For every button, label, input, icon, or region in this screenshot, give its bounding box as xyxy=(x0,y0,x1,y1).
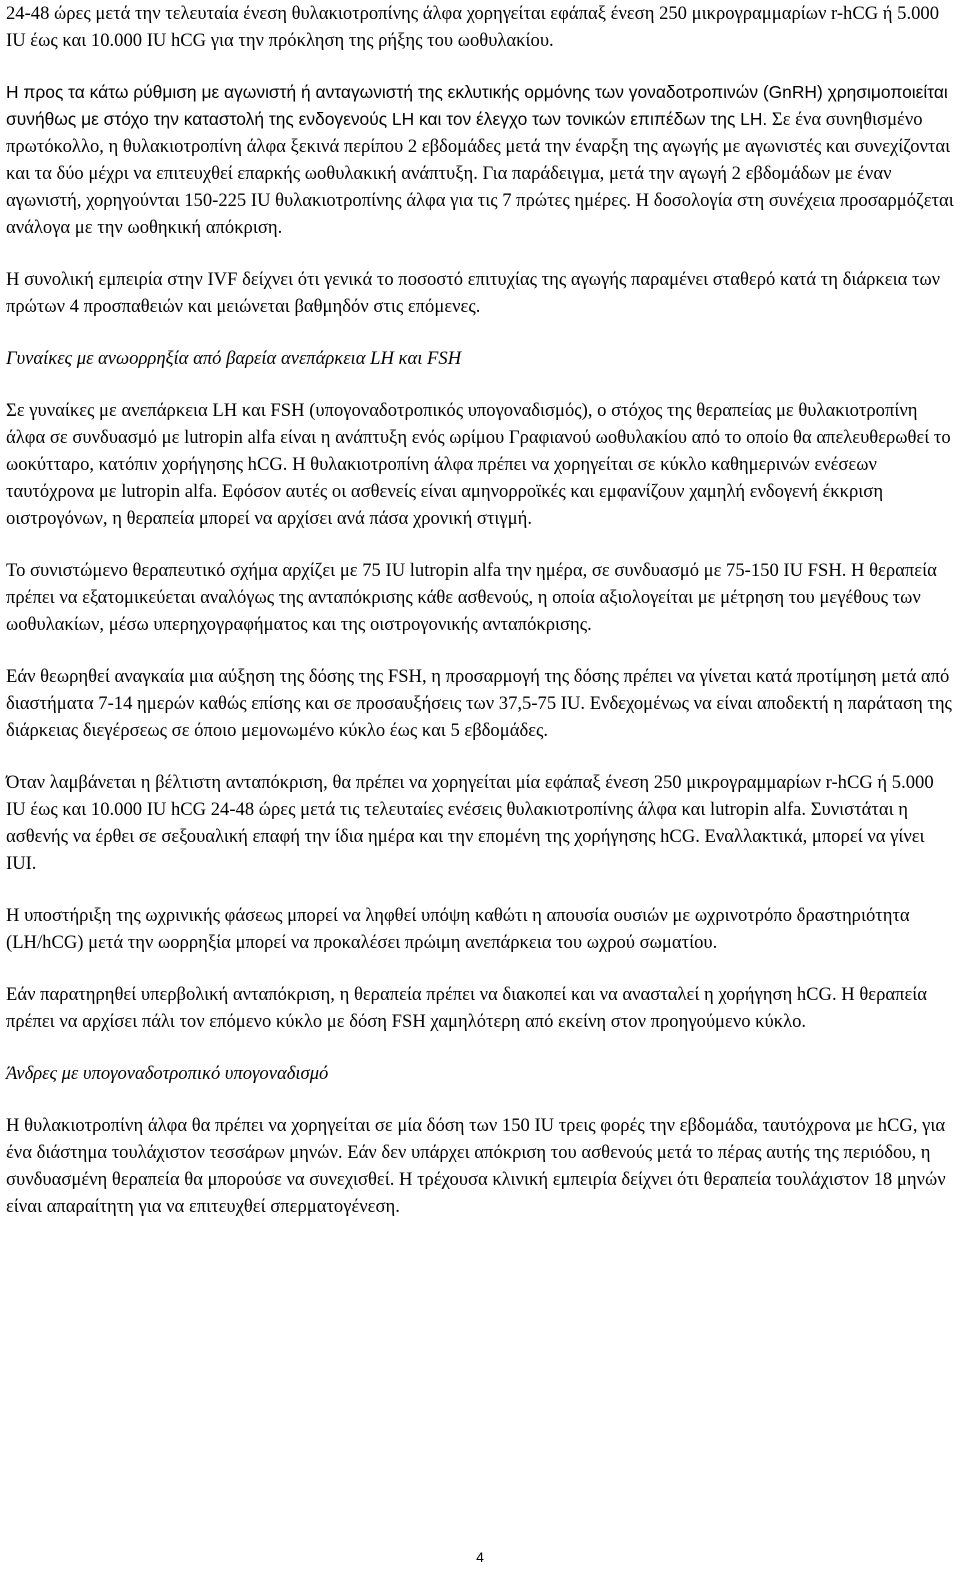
paragraph-gnrh xyxy=(6,79,954,241)
paragraph-men: Η θυλακιοτροπίνη άλφα θα πρέπει να χορηγείται σε μία δόση των 150 IU τρεις φορές την εβδομάδα, ταυτόχρονα με hCG, για ένα διάστημα τουλάχιστον τεσσάρων μηνών. Εάν δεν υπάρχει απόκριση του ασθενούς μετά το πέρας αυτής της περιόδου, η συνδυασμένη θεραπεία θα μπορούσε να συνεχισθεί. Η τρέχουσα κλινική εμπειρία δείχνει ότι θεραπεία τουλάχιστον 18 μηνών είναι απαραίτητη για να επιτευχθεί σπερματογένεση. xyxy=(6,1115,946,1217)
paragraph-regimen: Το συνιστώμενο θεραπευτικό σχήμα αρχίζει με 75 IU lutropin alfa την ημέρα, σε συνδυασμό με 75-150 IU FSH. Η θεραπεία πρέπει να εξατομικεύεται αναλόγως της ανταπόκρισης κάθε ασθενούς, η οποία αξιολογείται με μέτρηση του μεγέθους των ωοθυλακίων, μέσω υπερηχογραφήματος και της οιστρογονικής ανταπόκρισης. xyxy=(6,560,937,635)
section-heading-men: Άνδρες με υπογοναδοτροπικό υπογοναδισμό xyxy=(6,1063,329,1084)
paragraph-optimal-response: Όταν λαμβάνεται η βέλτιστη ανταπόκριση, θα πρέπει να χορηγείται μία εφάπαξ ένεση 250 μικρογραμμαρίων r-hCG ή 5.000 IU έως και 10.000 IU hCG 24-48 ώρες μετά τις τελευταίες ενέσεις θυλακιοτροπίνης άλφα και lutropin alfa. Συνιστάται η ασθενής να έρθει σε σεξουαλική επαφή την ίδια ημέρα και την επομένη της χορήγησης hCG. Εναλλακτικά, μπορεί να γίνει IUI. xyxy=(6,772,934,874)
page-number: 4 xyxy=(476,1549,484,1565)
paragraph-ivf: Η συνολική εμπειρία στην IVF δείχνει ότι γενικά το ποσοστό επιτυχίας της αγωγής παραμένει σταθερό κατά τη διάρκεια των πρώτων 4 προσπαθειών και μειώνεται βαθμηδόν στις επόμενες. xyxy=(6,269,941,317)
paragraph-excessive-response: Εάν παρατηρηθεί υπερβολική ανταπόκριση, η θεραπεία πρέπει να διακοπεί και να ανασταλεί η χορήγηση hCG. Η θεραπεία πρέπει να αρχίσει πάλι τον επόμενο κύκλο με δόση FSH χαμηλότερη από εκείνη στον προηγούμενο κύκλο. xyxy=(6,984,928,1032)
section-heading-women: Γυναίκες με ανωορρηξία από βαρεία ανεπάρκεια LH και FSH xyxy=(6,348,462,369)
paragraph-gnrh-text: Σε ένα συνηθισμένο πρωτόκολλο, η θυλακιοτροπίνη άλφα ξεκινά περίπου 2 εβδομάδες μετά την έναρξη της αγωγής με αγωνιστές και συνεχίζονται και τα δύο μέχρι να επιτευχθεί επαρκής ωοθυλακική ανάπτυξη. Για παράδειγμα, μετά την αγωγή 2 εβδομάδων με έναν αγωνιστή, χορηγούνται 150-225 IU θυλακιοτροπίνης άλφα για τις 7 πρώτες ημέρες. Η δοσολογία στη συνέχεια προσαρμόζεται ανάλογα με την ωοθηκική απόκριση. xyxy=(6,109,954,238)
paragraph-luteal-support: Η υποστήριξη της ωχρινικής φάσεως μπορεί να ληφθεί υπόψη καθώτι η απουσία ουσιών με ωχρινοτρόπο δραστηριότητα (LH/hCG) μετά την ωορρηξία μπορεί να προκαλέσει πρώιμη ανεπάρκεια του ωχρού σωματίου. xyxy=(6,905,910,953)
paragraph-women: Σε γυναίκες με ανεπάρκεια LH και FSH (υπογοναδοτροπικός υπογοναδισμός), ο στόχος της θεραπείας με θυλακιοτροπίνη άλφα σε συνδυασμό με lutropin alfa είναι η ανάπτυξη ενός ωρίμου Γραφιανού ωοθυλακίου από το οποίο θα απελευθερωθεί το ωοκύτταρο, κατόπιν χορήγησης hCG. Η θυλακιοτροπίνη άλφα πρέπει να χορηγείται σε κύκλο καθημερινών ενέσεων ταυτόχρονα με lutropin alfa. Εφόσον αυτές οι ασθενείς είναι αμηνορροϊκές και εμφανίζουν χαμηλή ενδογενή έκκριση οιστρογόνων, η θεραπεία μπορεί να αρχίσει ανά πάσα χρονική στιγμή. xyxy=(6,400,951,529)
paragraph-dose-increase: Εάν θεωρηθεί αναγκαία μια αύξηση της δόσης της FSH, η προσαρμογή της δόσης πρέπει να γίνεται κατά προτίμηση μετά από διαστήματα 7-14 ημερών καθώς επίσης και σε προσαυξήσεις των 37,5-75 IU. Ενδεχομένως να είναι αποδεκτή η παράταση της διάρκειας διεγέρσεως σε όποιο μεμονωμένο κύκλο έως και 5 εβδομάδες. xyxy=(6,666,952,741)
paragraph-intro: 24-48 ώρες μετά την τελευταία ένεση θυλακιοτροπίνης άλφα χορηγείται εφάπαξ ένεση 250 μικρογραμμαρίων r-hCG ή 5.000 IU έως και 10.000 IU hCG για την πρόκληση της ρήξης του ωοθυλακίου. xyxy=(6,3,940,51)
paragraph-gnrh-sans-text: Η προς τα κάτω ρύθμιση με αγωνιστή ή ανταγωνιστή της εκλυτικής ορμόνης των γοναδοτροπινών (GnRH) χρησιμοποιείται συνήθως με στόχο την καταστολή της ενδογενούς LH και τον έλεγχο των τονικών επιπέδων της LH. xyxy=(6,82,948,129)
document-body xyxy=(6,0,954,1220)
